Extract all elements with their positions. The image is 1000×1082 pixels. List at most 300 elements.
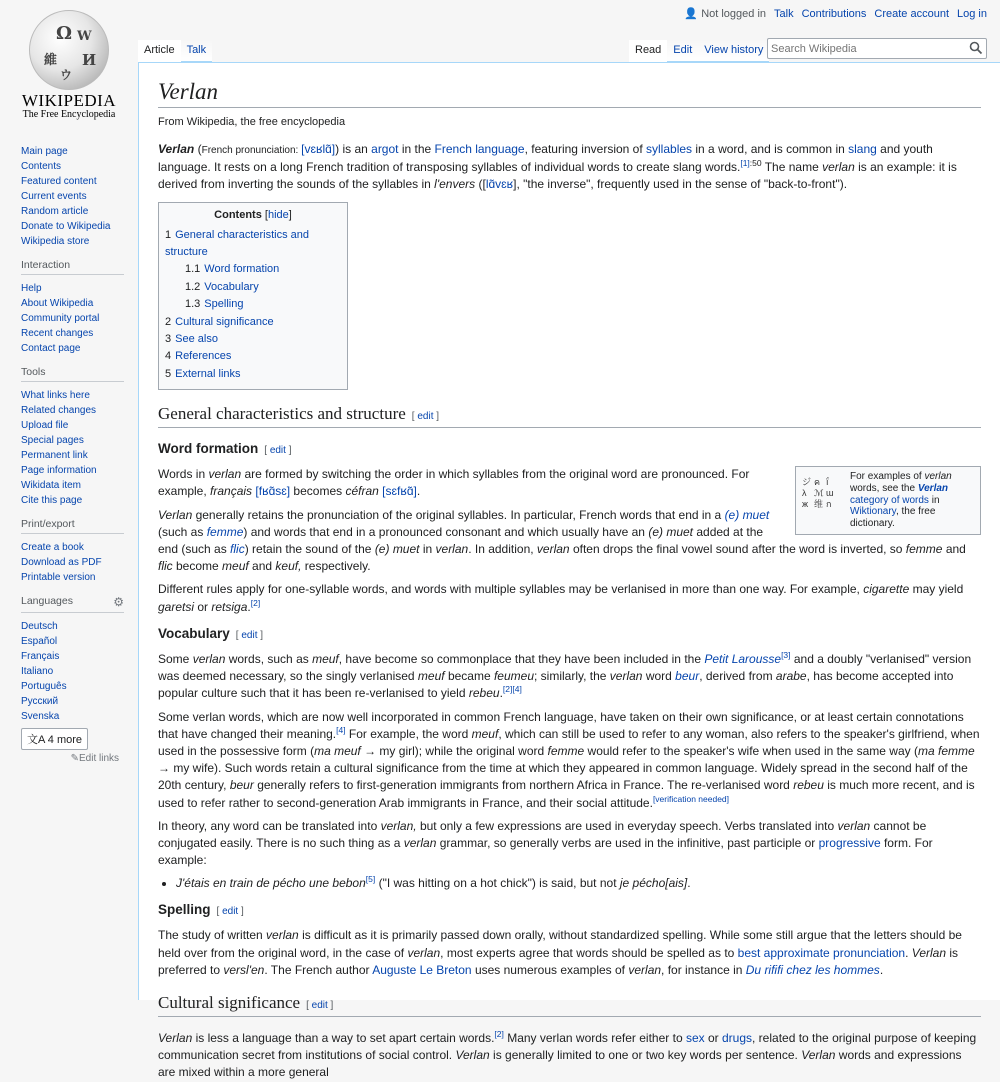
tab-view-history-label[interactable]: View history <box>704 44 764 56</box>
section-heading <box>158 404 981 428</box>
sidebar-language-link[interactable]: Português <box>21 681 67 692</box>
text: . <box>879 962 884 977</box>
edit-section: [ edit ] <box>411 411 440 423</box>
petit-larousse-link[interactable] <box>704 652 781 666</box>
text: retsiga <box>211 599 248 614</box>
text: words, see the <box>850 482 918 494</box>
search-input[interactable] <box>768 39 963 58</box>
text: uses numerous examples of <box>471 962 629 977</box>
text: femme <box>905 542 943 557</box>
edit-section-link[interactable]: edit <box>241 629 258 641</box>
text: In theory, any word can be translated into <box>158 818 381 833</box>
wikipedia-logo[interactable] <box>0 0 138 130</box>
text: femme <box>547 743 585 758</box>
sidebar-nav-link[interactable]: Donate to Wikipedia <box>21 221 111 232</box>
text: verlan <box>403 835 437 850</box>
sidebar-language-item[interactable] <box>21 694 128 709</box>
toc-link[interactable]: Spelling <box>204 298 244 311</box>
toc-link[interactable]: See also <box>175 333 218 346</box>
text: cannot be conjugated easily. There is no such thing as a <box>158 818 927 850</box>
tab-read[interactable]: Read <box>629 40 667 62</box>
toc-item[interactable] <box>165 296 341 313</box>
sidebar-language-link[interactable]: Deutsch <box>21 621 58 632</box>
icon-glyph: ḯ <box>826 477 829 488</box>
text[interactable]: Verlan <box>917 482 949 494</box>
text: is an example: it is derived from inverting the sounds of the syllables in <box>158 160 957 192</box>
sidebar-nav-item[interactable] <box>21 144 128 159</box>
text: (such as <box>158 524 207 539</box>
text: or <box>194 599 212 614</box>
sidebar-tools-item[interactable] <box>21 433 128 448</box>
text: . <box>905 945 912 960</box>
globe-glyph: W <box>77 29 92 44</box>
text: . The French author <box>264 962 373 977</box>
toc-item[interactable] <box>165 331 341 348</box>
toc-number: 1 <box>165 228 172 241</box>
ipa-link[interactable]: [sɛfʁɑ̃] <box>382 484 417 499</box>
drugs-link[interactable]: drugs <box>721 1030 753 1045</box>
text: For examples of <box>850 471 925 483</box>
subsection-heading <box>158 441 981 456</box>
text: J'étais en train de pécho une bebon <box>176 876 366 891</box>
not-logged-in <box>684 7 766 20</box>
sidebar-nav-item[interactable] <box>21 219 128 234</box>
citation-page: :50 <box>749 158 762 169</box>
text: Some verlan words, which are now well incorporated in common French language, have taken on their own significance, or at least certain connotations that have changed their meaning. <box>158 709 964 741</box>
text: generally retains the pronunciation of the original syllables. In particular, French words that end in a <box>192 507 725 522</box>
heading-text: General characteristics and structure <box>158 404 406 424</box>
icon-glyph: ก <box>826 499 832 510</box>
text: and <box>942 542 966 557</box>
text: , have become so commonplace that they have been included in the <box>338 651 705 666</box>
sidebar-nav-item[interactable] <box>21 234 128 249</box>
sidebar-tools-link[interactable]: Cite this page <box>21 495 83 506</box>
tab-view-history[interactable] <box>698 40 769 62</box>
e-muet-link[interactable] <box>725 508 770 522</box>
text[interactable]: Petit Larousse <box>704 651 782 666</box>
text: ) retain the sound of the <box>244 542 375 557</box>
text: often drops the final vowel sound after the word is inverted, so <box>569 542 906 557</box>
sidebar-nav-item[interactable] <box>21 189 128 204</box>
text: become <box>172 559 223 574</box>
languages-list <box>21 619 128 724</box>
text[interactable]: flic <box>230 542 245 557</box>
sidebar-interaction-link[interactable]: Contact page <box>21 343 81 354</box>
text: . <box>247 599 251 614</box>
sidebar-interaction-item[interactable] <box>21 326 128 341</box>
heading-text: Spelling <box>158 902 211 918</box>
icon-glyph: 维 <box>814 499 824 510</box>
sidebar-nav-item[interactable] <box>21 174 128 189</box>
text: but only a few expressions are used in everyday speech. Verbs translated into <box>416 818 838 833</box>
sidebar-tools-item[interactable] <box>21 478 128 493</box>
sidebar-tools-item[interactable] <box>21 388 128 403</box>
text: Verlan <box>455 1048 490 1063</box>
beur-link[interactable] <box>675 669 699 683</box>
text: . <box>416 484 421 499</box>
sidebar-interaction-item[interactable] <box>21 296 128 311</box>
navigation-list <box>21 144 128 249</box>
sidebar-print-item[interactable] <box>21 570 128 585</box>
sidebar-language-item[interactable] <box>21 634 128 649</box>
text: is difficult as it is primarily passed down orally, without standardized spelling. While some still argue that the letters should be held over from the original word, in the case of <box>158 928 962 960</box>
text: is generally limited to one or two key words per sentence. <box>489 1048 802 1063</box>
sidebar-tools-link[interactable]: Permanent link <box>21 450 88 461</box>
more-languages-button[interactable] <box>21 728 88 750</box>
sidebar-language-link[interactable]: Italiano <box>21 666 54 677</box>
text: ], "the inverse", frequently used in the sense of "back-to-front"). <box>513 177 848 192</box>
sidebar-interaction-link[interactable]: Community portal <box>21 313 100 324</box>
tab-edit-label[interactable]: Edit <box>673 44 693 56</box>
sidebar-language-link[interactable]: Español <box>21 636 58 647</box>
tools-portal <box>0 366 138 508</box>
sidebar-language-link[interactable]: Русский <box>21 696 59 707</box>
text: verlan <box>536 542 570 557</box>
sidebar-print-link[interactable]: Create a book <box>21 542 84 553</box>
navigation-portal <box>0 144 138 249</box>
tools-heading: Tools <box>21 366 124 382</box>
wiktionary-box <box>795 466 981 535</box>
user-icon: 👤 <box>684 8 699 20</box>
tab-talk[interactable] <box>181 40 213 62</box>
text: generally refers to first-generation immigrants from northern Africa in France. The re-verlanised word <box>253 778 794 793</box>
femme-link[interactable] <box>207 525 244 539</box>
sidebar-interaction-item[interactable] <box>21 341 128 356</box>
text: ma meuf <box>314 743 361 758</box>
edit-links[interactable] <box>21 753 119 764</box>
text: cigarette <box>863 582 910 597</box>
sidebar-nav-link[interactable]: Random article <box>21 206 89 217</box>
text: verlan <box>407 945 441 960</box>
flic-link[interactable] <box>230 542 245 556</box>
heading-text: Word formation <box>158 441 259 457</box>
verification-needed-link[interactable]: [verification needed] <box>652 793 730 804</box>
rififi-link[interactable] <box>746 963 880 977</box>
sex-link[interactable]: sex <box>685 1030 705 1045</box>
interaction-list <box>21 281 128 356</box>
text: For example, the word <box>345 726 472 741</box>
text: is less a language than a way to set apart certain words. <box>192 1030 495 1045</box>
interaction-portal <box>0 259 138 356</box>
text: is much more recent, and is used to refer rather to second-generation Arab immigrants in France, and their social attitude. <box>158 778 975 810</box>
text: is preferred to <box>158 945 959 977</box>
text: céfran <box>345 484 379 499</box>
toc-link[interactable]: Word formation <box>204 263 280 276</box>
edit-section: [ edit ] <box>306 999 334 1011</box>
text: l'envers <box>434 177 476 192</box>
text: Verlan <box>911 945 947 960</box>
ipa-link[interactable]: [vɛʁlɑ̃] <box>301 142 336 156</box>
toc-item[interactable] <box>165 314 341 331</box>
text: word <box>642 669 676 684</box>
text: in a word, and is common in <box>692 142 849 156</box>
pencil-icon: ✎ <box>70 753 79 764</box>
toc-number: 1.1 <box>185 263 201 276</box>
tab-article[interactable]: Article <box>138 40 181 62</box>
text: beur <box>229 778 254 793</box>
text: verlan <box>266 928 299 943</box>
text: words and expressions are mixed within a more general <box>158 1048 962 1080</box>
text: and <box>248 559 276 574</box>
sidebar-nav-item[interactable] <box>21 159 128 174</box>
toc-link[interactable]: General characteristics and structure <box>165 228 310 259</box>
toc-number: 3 <box>165 333 172 346</box>
icon-glyph: ɯ <box>826 488 834 499</box>
sidebar-print-link[interactable]: Download as PDF <box>21 557 102 568</box>
sidebar-interaction-link[interactable]: About Wikipedia <box>21 298 94 309</box>
edit-section: [ edit ] <box>235 629 264 641</box>
edit-section-link[interactable]: edit <box>222 906 239 918</box>
sidebar-tools-item[interactable] <box>21 418 128 433</box>
edit-section-link[interactable]: edit <box>311 999 328 1011</box>
paragraph <box>158 709 981 812</box>
text: verlan <box>628 962 662 977</box>
namespace-tabs <box>138 40 212 62</box>
search-icon[interactable] <box>969 41 983 55</box>
wiktionary-icon <box>800 471 844 511</box>
globe-glyph: Ω <box>56 23 73 44</box>
paragraph <box>158 1030 981 1082</box>
not-logged-in-label: Not logged in <box>701 8 767 20</box>
text: The study of written <box>158 928 267 943</box>
tools-list <box>21 388 128 508</box>
sidebar-tools-item[interactable] <box>21 448 128 463</box>
ipa-link[interactable]: lɑ̃vɛʁ <box>485 177 514 192</box>
log-in-link[interactable]: Log in <box>957 7 987 20</box>
heading-text: Cultural significance <box>158 992 301 1012</box>
sidebar-tools-link[interactable]: What links here <box>21 390 90 401</box>
tab-edit[interactable] <box>667 40 698 62</box>
text: and youth language. It rests on a long French tradition of transposing syllables of individual words to create slang words. <box>158 142 933 175</box>
sidebar-tools-item[interactable] <box>21 493 128 508</box>
edit-section: [ edit ] <box>216 906 244 918</box>
text: rebeu <box>468 686 500 701</box>
text: , most experts agree that words should be spelled as to <box>440 945 738 960</box>
table-of-contents <box>158 202 348 391</box>
wiktionary-link[interactable]: Wiktionary <box>850 506 896 518</box>
text[interactable]: Du rififi chez les hommes <box>745 962 880 977</box>
toc-number: 5 <box>165 367 172 380</box>
progressive-link[interactable]: progressive <box>818 835 881 850</box>
subsection-heading <box>158 902 981 917</box>
globe-glyph: И <box>82 51 97 69</box>
toc-item[interactable] <box>165 366 341 383</box>
text: , the free dictionary. <box>850 506 936 530</box>
print-list <box>21 540 128 585</box>
text: grammar, so generally verbs are used in the infinitive, past participle or <box>436 835 819 850</box>
sidebar-print-item[interactable] <box>21 540 128 555</box>
text: (e) muet <box>648 524 694 539</box>
text: , related to the original purpose of keeping communication secret from institutions of social control. <box>158 1030 977 1063</box>
toc-link[interactable]: References <box>175 350 232 363</box>
sidebar-tools-item[interactable] <box>21 403 128 418</box>
sidebar-tools-link[interactable]: Wikidata item <box>21 480 82 491</box>
best-approximate-pronunciation-link[interactable]: best approximate pronunciation <box>737 945 906 960</box>
term: Verlan <box>158 142 195 156</box>
toc-number: 4 <box>165 350 172 363</box>
sidebar-print-link[interactable]: Printable version <box>21 572 96 583</box>
sidebar-language-link[interactable]: Svenska <box>21 711 60 722</box>
paragraph <box>158 818 981 870</box>
sidebar-language-item[interactable] <box>21 619 128 634</box>
page-title: Verlan <box>158 79 981 108</box>
auguste-le-breton-link[interactable]: Auguste Le Breton <box>372 962 472 977</box>
text: and a doubly "verlanised" version was deemed necessary, so the singly verlanised <box>158 651 972 684</box>
sidebar-language-item[interactable] <box>21 709 128 724</box>
gear-icon[interactable]: ⚙ <box>113 595 124 609</box>
sidebar-language-item[interactable] <box>21 664 128 679</box>
sidebar-nav-link[interactable]: Current events <box>21 191 87 202</box>
text: ([ <box>475 177 486 192</box>
text: are formed by switching the order in which syllables from the original word are pronounced. For example, <box>158 467 750 499</box>
icon-glyph: ค <box>814 477 821 488</box>
syllables-link[interactable]: syllables <box>646 142 693 156</box>
sidebar-nav-link[interactable]: Main page <box>21 146 68 157</box>
citation-link[interactable]: [2] <box>494 1028 504 1039</box>
sidebar-tools-item[interactable] <box>21 463 128 478</box>
text[interactable]: beur <box>675 669 700 684</box>
text: verlan <box>192 651 226 666</box>
text: arabe <box>775 669 807 684</box>
text: meuf <box>471 726 499 741</box>
globe-icon <box>29 10 109 90</box>
citation-link[interactable]: [4] <box>336 724 346 735</box>
text: became <box>444 669 494 684</box>
toc-link[interactable]: External links <box>175 367 241 380</box>
text[interactable]: femme <box>206 524 244 539</box>
sidebar-tools-link[interactable]: Upload file <box>21 420 69 431</box>
text: . In addition, <box>468 542 537 557</box>
toc-list <box>165 227 341 384</box>
toc-item[interactable] <box>165 279 341 296</box>
sidebar-interaction-item[interactable] <box>21 311 128 326</box>
text: verlan <box>822 160 855 175</box>
print-portal <box>0 518 138 585</box>
text: versl'en <box>223 962 265 977</box>
toc-title-label: Contents <box>214 208 262 221</box>
text: would refer to the speaker's wife when used in the same way ( <box>584 743 918 758</box>
paragraph <box>158 651 981 703</box>
list-item <box>176 875 981 892</box>
toc-number: 1.2 <box>185 280 201 293</box>
toc-item[interactable] <box>165 227 341 262</box>
toc-item[interactable] <box>165 261 341 278</box>
sidebar-interaction-link[interactable]: Help <box>21 283 42 294</box>
contributions-link[interactable]: Contributions <box>801 7 867 20</box>
toc-hide: [hide] <box>264 208 292 221</box>
text: , for instance in <box>661 962 746 977</box>
create-account-link[interactable]: Create account <box>874 7 950 20</box>
text: je pécho[ais] <box>619 876 688 891</box>
toc-number: 2 <box>165 315 172 328</box>
text: in <box>928 494 940 506</box>
icon-glyph: ジ <box>802 477 812 488</box>
languages-heading-label: Languages <box>21 595 73 607</box>
sidebar-language-item[interactable] <box>21 649 128 664</box>
slang-link[interactable]: slang <box>848 142 877 156</box>
text: , which can still be used to refer to any woman, also refers to the speaker's girlfriend, when used in the possessive form ( <box>158 726 980 758</box>
paragraph <box>158 581 981 615</box>
tab-talk-label[interactable]: Talk <box>186 44 207 56</box>
sidebar-nav-link[interactable]: Featured content <box>21 176 97 187</box>
paragraph <box>158 927 981 979</box>
sidebar-nav-item[interactable] <box>21 204 128 219</box>
citation-link[interactable]: [5] <box>365 874 376 885</box>
subsection-heading <box>158 626 981 641</box>
french-language-link[interactable]: French language <box>434 142 525 156</box>
text: , featuring inversion of <box>524 142 647 156</box>
edit-section-link[interactable]: edit <box>269 445 286 457</box>
sidebar-tools-link[interactable]: Page information <box>21 465 97 476</box>
tagline: The Free Encyclopedia <box>22 109 116 120</box>
personal-tools <box>684 7 987 20</box>
text: verlan <box>435 542 469 557</box>
text: ma femme <box>917 743 975 758</box>
citation-link[interactable]: [2][4] <box>502 684 522 695</box>
sidebar-interaction-link[interactable]: Recent changes <box>21 328 94 339</box>
sidebar-tools-link[interactable]: Related changes <box>21 405 97 416</box>
sidebar-language-item[interactable] <box>21 679 128 694</box>
argot-link[interactable]: argot <box>371 142 399 156</box>
sidebar-interaction-item[interactable] <box>21 281 128 296</box>
sidebar-nav-link[interactable]: Contents <box>21 161 62 172</box>
sidebar-nav-link[interactable]: Wikipedia store <box>21 236 90 247</box>
text[interactable]: (e) muet <box>724 507 770 522</box>
toc-title <box>165 209 341 221</box>
text: verlan <box>924 471 952 483</box>
toc-link[interactable]: Vocabulary <box>204 280 259 293</box>
edit-section-link[interactable]: edit <box>417 411 434 423</box>
text: or <box>704 1030 722 1045</box>
wiktionary-category-link[interactable]: category of words <box>850 494 929 506</box>
sidebar-language-link[interactable]: Français <box>21 651 60 662</box>
toc-hide-link[interactable]: hide <box>267 208 289 221</box>
text: , has become accepted into popular culture such that it has been re-verlanised to yield <box>158 669 954 701</box>
globe-glyph: ウ <box>60 68 73 82</box>
print-heading: Print/export <box>21 518 124 534</box>
text: Some <box>158 651 193 666</box>
text: verlan, <box>380 818 417 833</box>
citation-link[interactable]: [3] <box>781 649 791 660</box>
sidebar-tools-link[interactable]: Special pages <box>21 435 84 446</box>
text: meuf <box>417 669 445 684</box>
talk-link[interactable]: Talk <box>774 7 794 20</box>
globe-glyph: 維 <box>44 53 58 68</box>
heading-text: Vocabulary <box>158 625 230 641</box>
citation-link[interactable]: [1] <box>740 158 750 169</box>
text: ; similarly, the <box>534 669 610 684</box>
wordmark: WIKIPEDIA <box>21 91 117 110</box>
text: in <box>419 542 436 557</box>
text: , derived from <box>699 669 776 684</box>
sidebar-print-item[interactable] <box>21 555 128 570</box>
citation-link[interactable]: [2] <box>250 597 261 608</box>
pron-label: French pronunciation: <box>201 145 302 156</box>
toc-number: 1.3 <box>185 298 201 311</box>
text: added at the end (such as <box>158 524 764 557</box>
languages-portal <box>0 595 138 764</box>
toc-item[interactable] <box>165 348 341 365</box>
interaction-heading: Interaction <box>21 259 124 275</box>
text: verlan <box>208 467 242 482</box>
text: → my girl); while the original word <box>360 743 548 758</box>
toc-link[interactable]: Cultural significance <box>175 315 274 328</box>
wiktionary-link-verlan[interactable] <box>918 483 948 494</box>
text: . <box>499 686 503 701</box>
text: form. For example: <box>158 835 933 868</box>
section-heading <box>158 993 981 1017</box>
ipa-link[interactable]: [fʁɑ̃sɛ] <box>255 484 291 499</box>
